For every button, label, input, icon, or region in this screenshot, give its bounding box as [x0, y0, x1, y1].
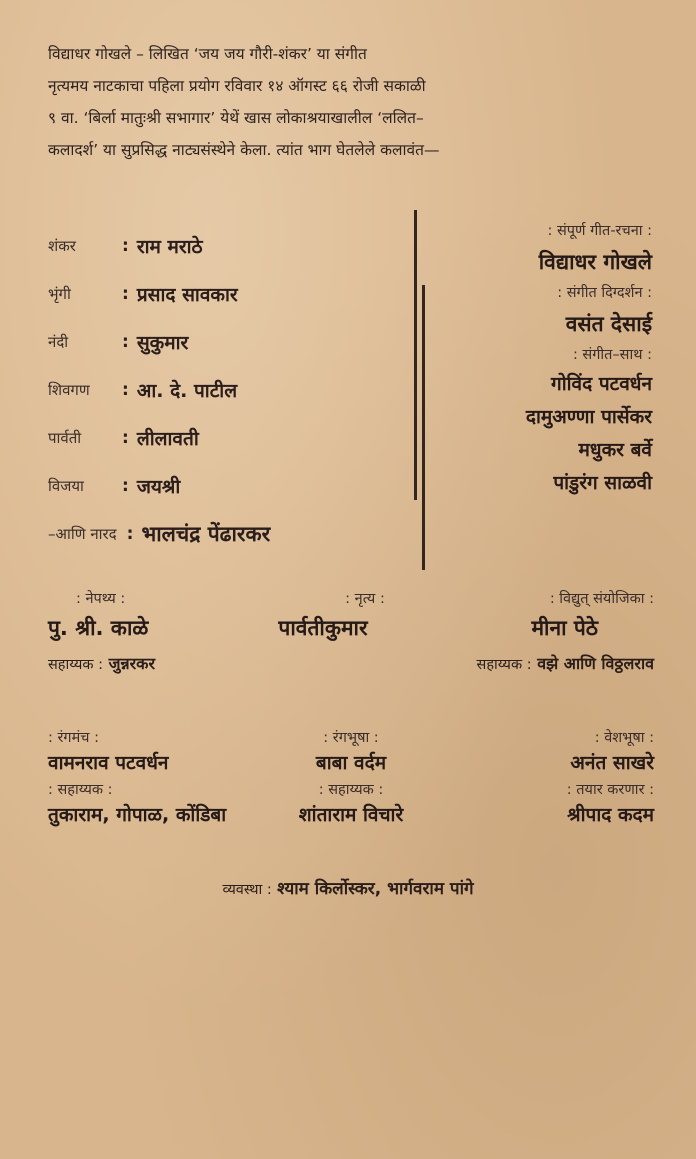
- colon: :: [122, 332, 129, 352]
- stage-assistant-names: तुकाराम, गोपाळ, कोंडिबा: [48, 804, 227, 826]
- colon: :: [122, 476, 129, 496]
- costume-maker-name: श्रीपाद कदम: [567, 804, 654, 826]
- colon: :: [122, 380, 129, 400]
- intro-line: नृत्यमय नाटकाचा पहिला प्रयोग रविवार १४ ऑगस्ट ६६ रोजी सकाळी: [48, 77, 426, 95]
- costume-label: : वेशभूषा :: [594, 730, 654, 746]
- cast-row: [48, 222, 378, 270]
- cast-role: पार्वती: [48, 429, 82, 447]
- cast-actor: सुकुमार: [136, 332, 189, 354]
- intro-line: कलादर्श’ या सुप्रसिद्ध नाट्यसंस्थेने केला. त्यांत भाग घेतलेले कलावंत—: [48, 141, 440, 159]
- backstage-name: पु. श्री. काळे: [48, 616, 149, 640]
- backstage-label: : नेपथ्य :: [76, 591, 126, 607]
- divider-line: [414, 210, 417, 500]
- stage-name: वामनराव पटवर्धन: [48, 752, 169, 774]
- cast-actor: जयश्री: [136, 476, 181, 498]
- cast-actor: प्रसाद सावकार: [136, 284, 238, 306]
- cast-role: –आणि नारद: [48, 525, 117, 543]
- accompanist-name: गोविंद पटवर्धन: [551, 373, 652, 395]
- colon: :: [122, 236, 129, 256]
- accompanist-name: पांडुरंग साळवी: [553, 472, 652, 494]
- colon: :: [122, 284, 129, 304]
- cast-list: [48, 222, 378, 558]
- stage-assistant-label: : सहाय्यक :: [48, 782, 113, 798]
- cast-row: [48, 270, 378, 318]
- songs-name: विद्याधर गोखले: [538, 250, 652, 274]
- arrangement-names: श्याम किर्लोस्कर, भार्गवराम पांगे: [277, 879, 474, 899]
- arrangement-prefix: व्यवस्था :: [222, 882, 272, 898]
- cast-row: [48, 366, 378, 414]
- colon: :: [122, 428, 129, 448]
- cast-role: नंदी: [48, 333, 69, 351]
- costume-name: अनंत साखरे: [570, 752, 654, 774]
- music-label: : संगीत दिग्दर्शन :: [557, 285, 652, 301]
- makeup-label: : रंगभूषा :: [323, 730, 379, 746]
- intro-paragraph: [48, 38, 654, 166]
- crew-section-2: [48, 727, 654, 827]
- songs-label: : संपूर्ण गीत-रचना :: [547, 223, 652, 239]
- makeup-name: बाबा वर्दम: [315, 752, 387, 774]
- cast-actor: राम मराठे: [136, 236, 203, 258]
- cast-row: [48, 318, 378, 366]
- cast-row: [48, 462, 378, 510]
- accompanist-name: दामुअण्णा पार्सेकर: [525, 406, 652, 428]
- accompanist-name: मधुकर बर्वे: [578, 439, 652, 461]
- assistant-name: जुन्नरकर: [108, 654, 156, 673]
- cast-actor: लीलावती: [136, 428, 199, 450]
- cast-role: शंकर: [48, 237, 76, 255]
- cast-role: शिवगण: [48, 381, 90, 399]
- music-name: वसंत देसाई: [565, 312, 652, 336]
- arrangement-line: [0, 876, 696, 899]
- stage-label: : रंगमंच :: [48, 730, 99, 746]
- credits-column: [422, 218, 652, 500]
- costume-maker-label: : तयार करणार :: [566, 782, 654, 798]
- assistant-name: वझे आणि विठ्ठलराव: [537, 654, 654, 673]
- cast-row-narad: [48, 510, 378, 558]
- makeup-assistant-name: शांताराम विचारे: [298, 804, 404, 826]
- makeup-assistant-label: : सहाय्यक :: [318, 782, 384, 798]
- lighting-name: मीना पेठे: [531, 616, 598, 640]
- backstage-assistant: [48, 652, 250, 674]
- accompaniment-label: : संगीत–साथ :: [572, 347, 652, 363]
- colon: :: [126, 524, 134, 544]
- cast-actor: आ. दे. पाटील: [136, 380, 238, 402]
- dance-label: : नृत्य :: [345, 591, 385, 607]
- intro-line: विद्याधर गोखले – लिखित ‘जय जय गौरी-शंकर’ या संगीत: [48, 45, 367, 63]
- crew-section-1: [48, 588, 654, 674]
- dance-name: पार्वतीकुमार: [278, 616, 368, 640]
- cast-role: विजया: [48, 477, 84, 495]
- assistant-prefix: सहाय्यक :: [476, 657, 532, 673]
- lighting-assistant: [250, 652, 654, 674]
- cast-row: [48, 414, 378, 462]
- cast-actor: भालचंद्र पेंढारकर: [141, 522, 271, 546]
- lighting-label: : विद्युत् संयोजिका :: [549, 591, 655, 607]
- intro-line: ९ वा. ‘बिर्ला मातुःश्री सभागार’ येथें खास लोकाश्रयाखालील ‘ललित–: [48, 109, 424, 127]
- cast-role: भृंगी: [48, 285, 71, 303]
- assistant-prefix: सहाय्यक :: [48, 657, 104, 673]
